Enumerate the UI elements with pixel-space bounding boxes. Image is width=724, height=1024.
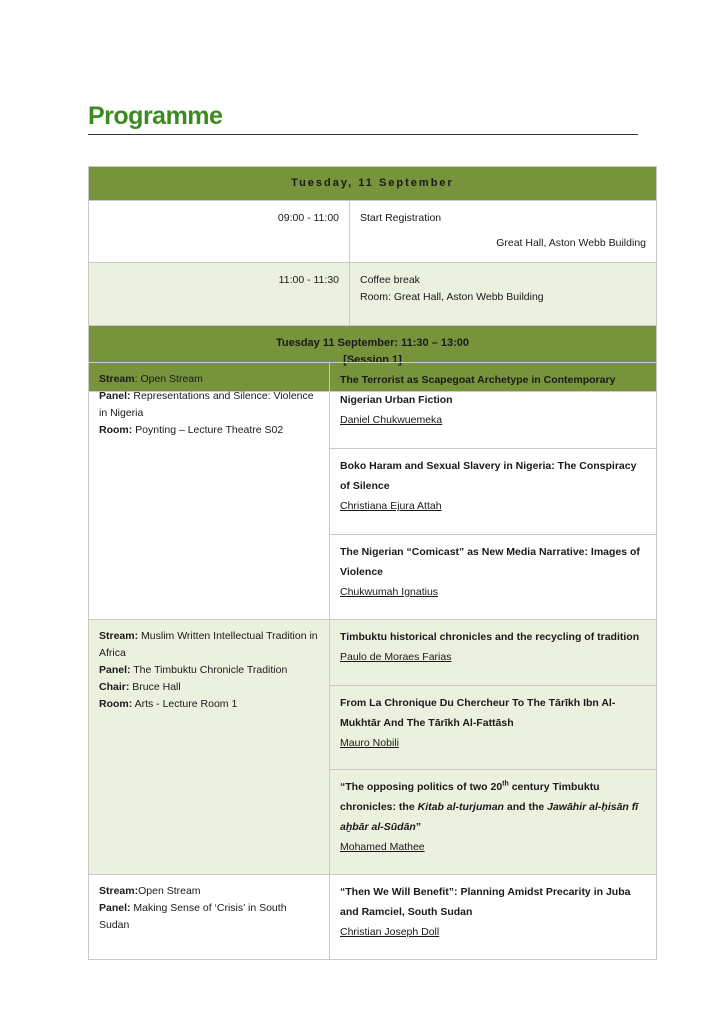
- time-cell: 11:00 - 11:30: [89, 263, 350, 326]
- panel-label: Panel:: [99, 390, 131, 402]
- paper-cell: [330, 363, 657, 449]
- room-label: Room:: [99, 424, 133, 436]
- panel-row: [89, 363, 657, 449]
- paper-title: The Nigerian “Comicast” as New Media Narrative: Images of Violence: [340, 546, 640, 578]
- paper-cell: [330, 770, 657, 875]
- paper-title: Timbuktu historical chronicles and the recycling of tradition: [340, 631, 640, 643]
- paper-cell: [330, 875, 657, 960]
- session-title: Tuesday 11 September: 11:30 – 13:00: [275, 337, 469, 349]
- event-name: Coffee break: [360, 274, 420, 286]
- room-value: Poynting – Lecture Theatre S02: [132, 424, 284, 436]
- paper-cell: [330, 535, 657, 620]
- page-title: Programme: [88, 102, 223, 130]
- title-divider: [88, 134, 638, 135]
- table-row: [89, 201, 657, 263]
- stream-value: Open Stream: [138, 885, 201, 897]
- panels-table: [88, 362, 657, 960]
- panel-label: Panel:: [99, 902, 131, 914]
- panel-label: Panel:: [99, 664, 131, 676]
- paper-title-part: and the: [503, 801, 548, 813]
- room-value: Arts - Lecture Room 1: [132, 698, 238, 710]
- panel-info: [89, 620, 330, 875]
- paper-author: Chukwumah Ignatius: [340, 586, 439, 598]
- event-cell: [350, 263, 657, 326]
- chair-label: Chair:: [99, 681, 130, 693]
- stream-label: Stream:: [99, 885, 139, 897]
- panel-value: Representations and Silence: Violence in Nigeria: [99, 390, 314, 419]
- paper-author: Daniel Chukwuemeka: [340, 414, 443, 426]
- paper-cell: [330, 686, 657, 770]
- paper-author: Mauro Nobili: [340, 737, 399, 749]
- event-cell: [350, 201, 657, 263]
- paper-author: Christiana Ejura Attah: [340, 500, 442, 512]
- paper-cell: [330, 620, 657, 686]
- panel-row: [89, 620, 657, 686]
- paper-cell: [330, 449, 657, 535]
- room-label: Room:: [99, 698, 133, 710]
- paper-title: “Then We Will Benefit”: Planning Amidst Precarity in Juba and Ramciel, South Sudan: [340, 886, 631, 918]
- paper-title: The Terrorist as Scapegoat Archetype in Contemporary Nigerian Urban Fiction: [340, 374, 616, 406]
- paper-title-sup: th: [502, 780, 509, 788]
- paper-title-part: ”: [415, 821, 422, 833]
- panel-info: [89, 363, 330, 620]
- paper-title-part: “The opposing politics of two 20: [340, 781, 503, 793]
- paper-title-italic: Jawāhir al-ḥisān fī aḫbār al-Sūdān: [340, 801, 639, 833]
- paper-title: Boko Haram and Sexual Slavery in Nigeria: The Conspiracy of Silence: [340, 460, 637, 492]
- session-number: [Session 1]: [343, 354, 402, 366]
- panel-value: Making Sense of ‘Crisis’ in South Sudan: [99, 902, 287, 931]
- paper-title-part: century Timbuktu chronicles: the: [340, 781, 600, 813]
- paper-author: Christian Joseph Doll: [340, 926, 440, 938]
- stream-value: : Open Stream: [134, 373, 203, 385]
- table-row: [89, 263, 657, 326]
- event-name: Start Registration: [360, 212, 442, 224]
- chair-value: Bruce Hall: [129, 681, 181, 693]
- time-cell: 09:00 - 11:00: [89, 201, 350, 263]
- paper-author: Paulo de Moraes Farias: [340, 651, 452, 663]
- event-location: Room: Great Hall, Aston Webb Building: [360, 291, 544, 303]
- panel-info: [89, 875, 330, 960]
- stream-label: Stream: [99, 373, 135, 385]
- panel-row: [89, 875, 657, 960]
- panel-value: The Timbuktu Chronicle Tradition: [130, 664, 288, 676]
- paper-title: From La Chronique Du Chercheur To The Tārīkh Ibn Al-Mukhtār And The Tārīkh Al-Fattāsh: [340, 697, 616, 729]
- paper-author: Mohamed Mathee: [340, 841, 425, 853]
- paper-title-italic: Kitab al-turjuman: [417, 801, 504, 813]
- day-header: Tuesday, 11 September: [89, 167, 657, 201]
- event-location: Great Hall, Aston Webb Building: [496, 237, 646, 249]
- paper-title: [340, 777, 646, 837]
- stream-value: Muslim Written Intellectual Tradition in Africa: [99, 630, 318, 659]
- stream-label: Stream:: [99, 630, 139, 642]
- programme-table: [88, 166, 657, 392]
